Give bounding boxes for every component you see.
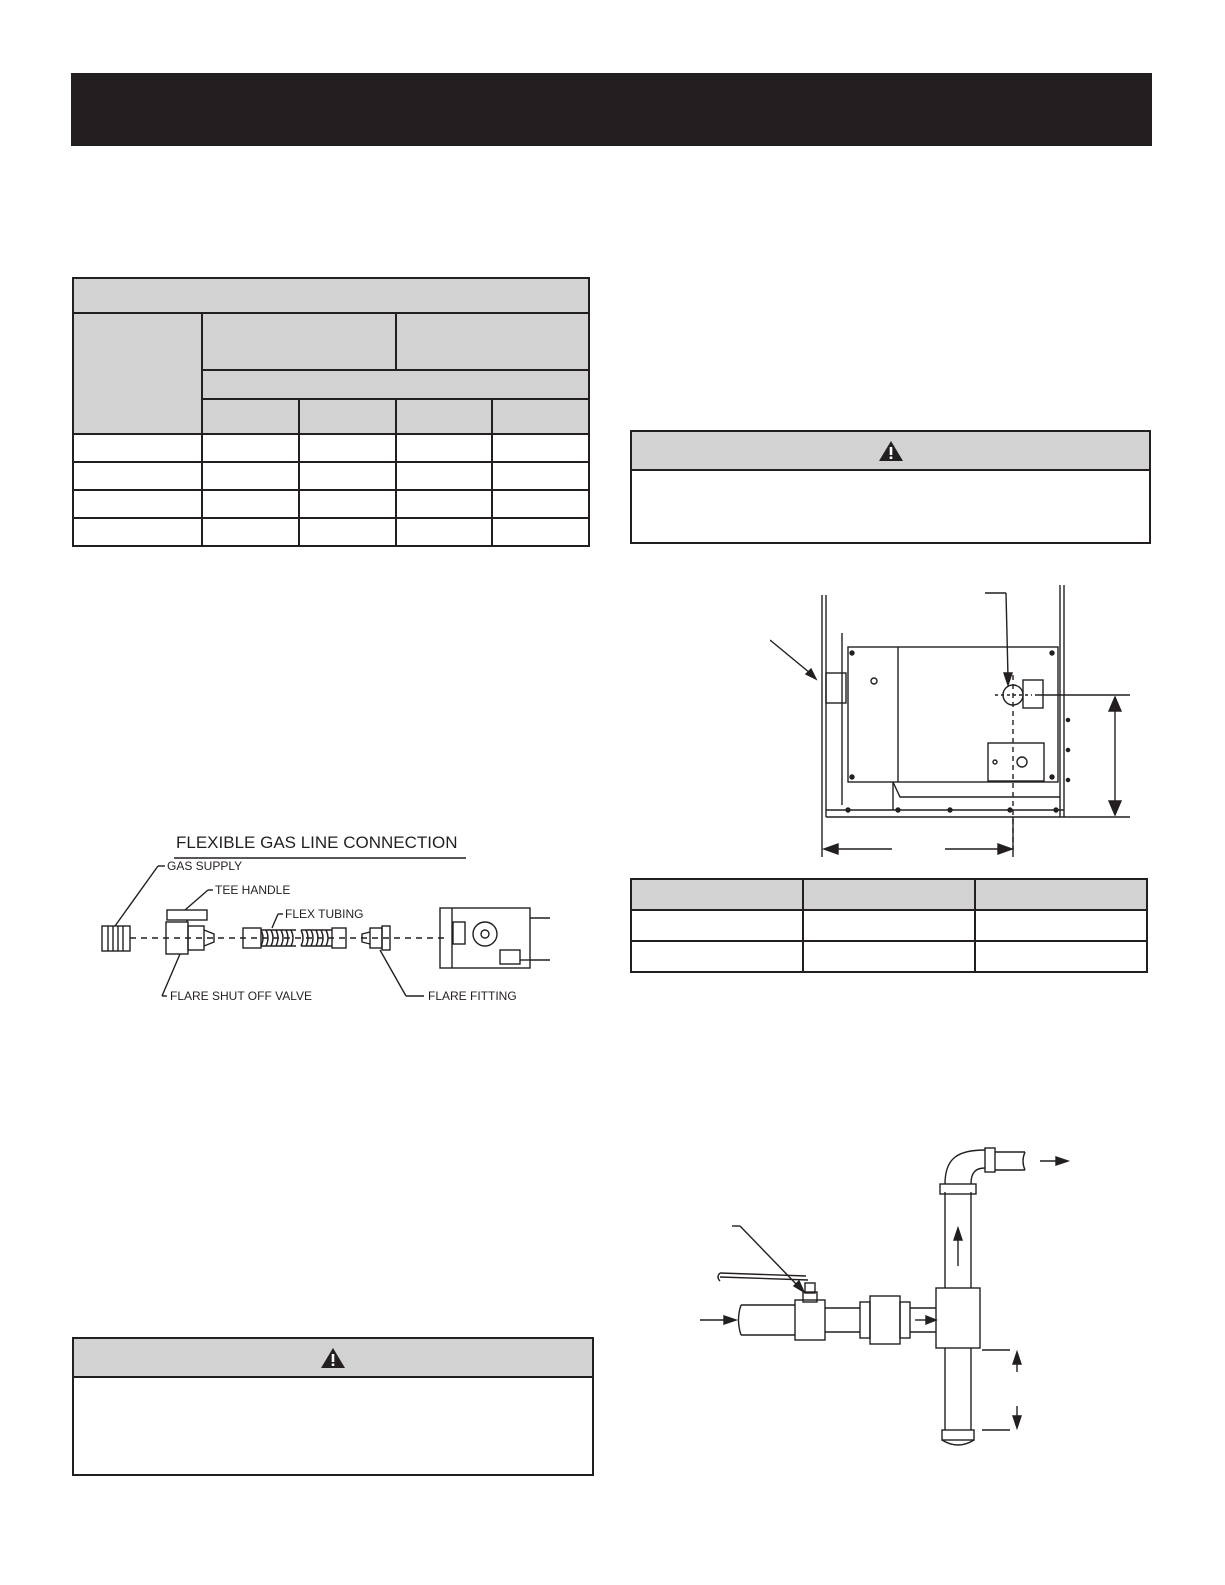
table-row: [631, 910, 1147, 941]
flex-diagram-title: FLEXIBLE GAS LINE CONNECTION: [176, 833, 458, 852]
tee-handle-label: TEE HANDLE: [215, 883, 291, 897]
warning-triangle-icon: [320, 1347, 346, 1369]
table-row: [73, 434, 589, 462]
table-column-header: [202, 399, 299, 434]
table-row: [73, 518, 589, 546]
table-column-header: [396, 399, 493, 434]
warning-box-top: [630, 430, 1151, 544]
flare-fitting-label: FLARE FITTING: [428, 989, 517, 1003]
table-column-header: [975, 879, 1147, 910]
gas-pipe-capacity-table: [72, 277, 590, 547]
table-column-header: [299, 399, 396, 434]
warning-box-header: [74, 1339, 592, 1378]
flare-shut-off-valve-label: FLARE SHUT OFF VALVE: [170, 989, 313, 1003]
table-row: [631, 941, 1147, 972]
table-column-header: [803, 879, 975, 910]
sediment-trap-diagram: [700, 1140, 1100, 1460]
table-row-header-cell: [73, 313, 202, 434]
flexible-gas-line-diagram: [100, 830, 550, 1020]
furnace-gas-inlet-diagram: [770, 585, 1140, 865]
table-column-header: [631, 879, 803, 910]
table-subheader-cell: [202, 370, 589, 399]
warning-triangle-icon: [878, 440, 904, 462]
page-header-bar: [71, 73, 1152, 146]
table-group-header-cell: [202, 313, 396, 370]
table-row: [73, 462, 589, 490]
table-group-header-cell: [396, 313, 590, 370]
warning-box-header: [632, 432, 1149, 471]
table-column-header: [492, 399, 589, 434]
table-title-cell: [73, 278, 589, 313]
warning-box-bottom: [72, 1337, 594, 1476]
flex-tubing-label: FLEX TUBING: [285, 907, 364, 921]
inlet-dimensions-table: [630, 878, 1148, 973]
table-row: [73, 490, 589, 518]
gas-supply-label: GAS SUPPLY: [167, 859, 243, 873]
